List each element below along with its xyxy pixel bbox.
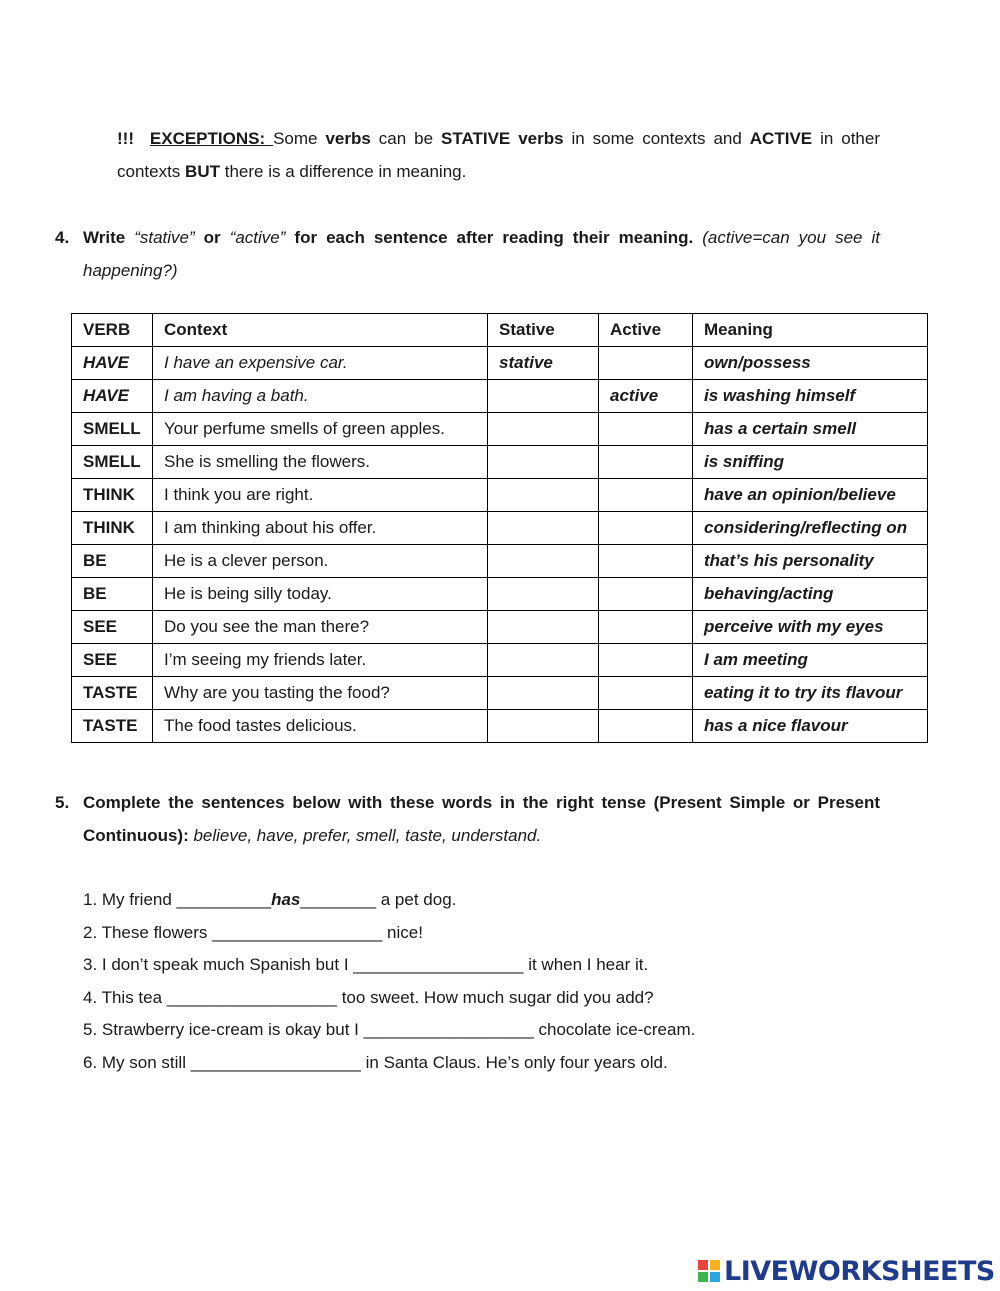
cell-meaning: is washing himself: [693, 380, 928, 413]
cell-verb: SEE: [72, 611, 153, 644]
cell-context: I think you are right.: [153, 479, 488, 512]
question-4: [55, 221, 880, 287]
sentence-text: chocolate ice-cream.: [533, 1020, 696, 1040]
cell-stative[interactable]: [488, 446, 599, 479]
table-row: [72, 347, 928, 380]
q4-stative-word: “stative”: [134, 228, 195, 247]
sentence-text: nice!: [382, 922, 423, 942]
verb-table: [71, 313, 928, 743]
sentence-text: in Santa Claus. He’s only four years old.: [360, 1052, 668, 1072]
cell-active[interactable]: [599, 710, 693, 743]
q4-write: Write: [83, 228, 135, 247]
table-row: [72, 512, 928, 545]
table-row: [72, 710, 928, 743]
cell-active[interactable]: active: [599, 380, 693, 413]
q4-or: or: [194, 228, 230, 247]
cell-active[interactable]: [599, 479, 693, 512]
cell-stative[interactable]: [488, 380, 599, 413]
question-4-number: 4.: [55, 228, 70, 247]
sentence-text: 1. My friend: [83, 890, 177, 909]
logo-block-e: [710, 1272, 720, 1282]
cell-verb: SMELL: [72, 446, 153, 479]
exceptions-paragraph: [117, 122, 880, 188]
cell-verb: SMELL: [72, 413, 153, 446]
table-row: [72, 677, 928, 710]
cell-active[interactable]: [599, 446, 693, 479]
cell-context: Why are you tasting the food?: [153, 677, 488, 710]
cell-meaning: has a certain smell: [693, 413, 928, 446]
cell-meaning: I am meeting: [693, 644, 928, 677]
blank-line: __________: [176, 890, 272, 909]
sentence-text: 4. This tea: [83, 987, 167, 1007]
cell-context: He is being silly today.: [153, 578, 488, 611]
cell-stative[interactable]: [488, 644, 599, 677]
liveworksheets-logo[interactable]: [698, 1256, 995, 1286]
exceptions-text-4: in other contexts: [117, 129, 880, 181]
cell-verb: THINK: [72, 512, 153, 545]
table-header-row: [72, 314, 928, 347]
cell-context: I have an expensive car.: [153, 347, 488, 380]
cell-meaning: considering/reflecting on: [693, 512, 928, 545]
cell-stative[interactable]: [488, 578, 599, 611]
cell-meaning: is sniffing: [693, 446, 928, 479]
logo-block-v: [698, 1272, 708, 1282]
cell-context: Do you see the man there?: [153, 611, 488, 644]
cell-verb: THINK: [72, 479, 153, 512]
cell-stative[interactable]: [488, 710, 599, 743]
cell-context: She is smelling the flowers.: [153, 446, 488, 479]
exceptions-bold-active: ACTIVE: [749, 129, 813, 148]
exceptions-text-3: in some contexts and: [563, 129, 750, 148]
cell-stative[interactable]: [488, 545, 599, 578]
header-context: Context: [153, 314, 488, 347]
logo-text: LIVEWORKSHEETS: [724, 1255, 995, 1287]
cell-context: He is a clever person.: [153, 545, 488, 578]
list-item: [83, 949, 883, 982]
logo-block-l: [698, 1260, 708, 1270]
exceptions-text-1: Some: [273, 129, 326, 148]
logo-blocks-icon: [698, 1260, 720, 1282]
cell-active[interactable]: [599, 578, 693, 611]
sentence-text: too sweet. How much sugar did you add?: [336, 987, 654, 1007]
sentence-text: it when I hear it.: [523, 955, 649, 975]
answer-blank[interactable]: __________________: [190, 1052, 361, 1072]
cell-verb: BE: [72, 545, 153, 578]
table-row: [72, 446, 928, 479]
cell-meaning: behaving/acting: [693, 578, 928, 611]
cell-meaning: has a nice flavour: [693, 710, 928, 743]
header-verb: VERB: [72, 314, 153, 347]
cell-stative[interactable]: [488, 512, 599, 545]
cell-verb: SEE: [72, 644, 153, 677]
cell-verb: HAVE: [72, 380, 153, 413]
exceptions-label: EXCEPTIONS:: [149, 129, 274, 148]
table-row: [72, 413, 928, 446]
q5-word-list: believe, have, prefer, smell, taste, understand.: [188, 826, 542, 845]
cell-meaning: own/possess: [693, 347, 928, 380]
answer-blank[interactable]: __________________: [363, 1020, 534, 1040]
cell-active[interactable]: [599, 512, 693, 545]
cell-active[interactable]: [599, 644, 693, 677]
question-5-instruction: [83, 786, 880, 852]
question-5-number: 5.: [55, 793, 70, 812]
table-row: [72, 611, 928, 644]
logo-block-i: [710, 1260, 720, 1270]
exceptions-marks: !!!: [117, 129, 134, 148]
question-5: [55, 786, 880, 852]
q4-active-word: “active”: [229, 228, 286, 247]
list-item: [83, 884, 883, 917]
answer-blank[interactable]: __________________: [166, 987, 337, 1007]
sentence-text: 3. I don’t speak much Spanish but I: [83, 955, 354, 975]
exceptions-bold-but: BUT: [185, 162, 220, 181]
exceptions-text-5: there is a difference in meaning.: [220, 162, 467, 181]
list-item: [83, 1014, 883, 1047]
answer-blank[interactable]: [177, 890, 376, 909]
cell-context: I am having a bath.: [153, 380, 488, 413]
cell-stative[interactable]: [488, 479, 599, 512]
sentence-text: a pet dog.: [376, 890, 457, 909]
table-row: [72, 479, 928, 512]
cell-active[interactable]: [599, 611, 693, 644]
cell-verb: HAVE: [72, 347, 153, 380]
cell-context: The food tastes delicious.: [153, 710, 488, 743]
table-row: [72, 644, 928, 677]
list-item: [83, 982, 883, 1015]
cell-active[interactable]: [599, 545, 693, 578]
cell-stative[interactable]: stative: [488, 347, 599, 380]
cell-verb: TASTE: [72, 677, 153, 710]
cell-meaning: eating it to try its flavour: [693, 677, 928, 710]
cell-active[interactable]: [599, 677, 693, 710]
cell-meaning: have an opinion/believe: [693, 479, 928, 512]
sentence-list: [83, 884, 883, 1080]
cell-stative[interactable]: [488, 611, 599, 644]
header-active: Active: [599, 314, 693, 347]
q4-note: (active=can you see it happening?): [83, 228, 880, 280]
cell-context: I’m seeing my friends later.: [153, 644, 488, 677]
header-meaning: Meaning: [693, 314, 928, 347]
question-4-instruction: [83, 221, 880, 287]
header-stative: Stative: [488, 314, 599, 347]
list-item: [83, 917, 883, 950]
answer-text: has: [271, 890, 301, 909]
table-row: [72, 380, 928, 413]
cell-active[interactable]: [599, 347, 693, 380]
answer-blank[interactable]: __________________: [212, 922, 383, 942]
cell-meaning: that’s his personality: [693, 545, 928, 578]
list-item: [83, 1047, 883, 1080]
sentence-text: 5. Strawberry ice-cream is okay but I: [83, 1020, 364, 1040]
cell-stative[interactable]: [488, 413, 599, 446]
blank-line: ________: [300, 890, 377, 909]
cell-context: I am thinking about his offer.: [153, 512, 488, 545]
sentence-text: 6. My son still: [83, 1052, 191, 1072]
sentence-text: 2. These flowers: [83, 922, 213, 942]
cell-verb: TASTE: [72, 710, 153, 743]
table-row: [72, 578, 928, 611]
exceptions-bold-verbs: verbs: [325, 129, 371, 148]
q4-instruction-rest: for each sentence after reading their meaning.: [285, 228, 694, 247]
cell-stative[interactable]: [488, 677, 599, 710]
cell-active[interactable]: [599, 413, 693, 446]
cell-meaning: perceive with my eyes: [693, 611, 928, 644]
exceptions-text-2: can be: [370, 129, 441, 148]
cell-verb: BE: [72, 578, 153, 611]
q5-instruction-bold: Complete the sentences below with these words in the right tense (Present Simple or Present Continuous):: [83, 793, 880, 845]
cell-context: Your perfume smells of green apples.: [153, 413, 488, 446]
table-row: [72, 545, 928, 578]
answer-blank[interactable]: __________________: [353, 955, 524, 975]
exceptions-bold-stative: STATIVE verbs: [440, 129, 564, 148]
